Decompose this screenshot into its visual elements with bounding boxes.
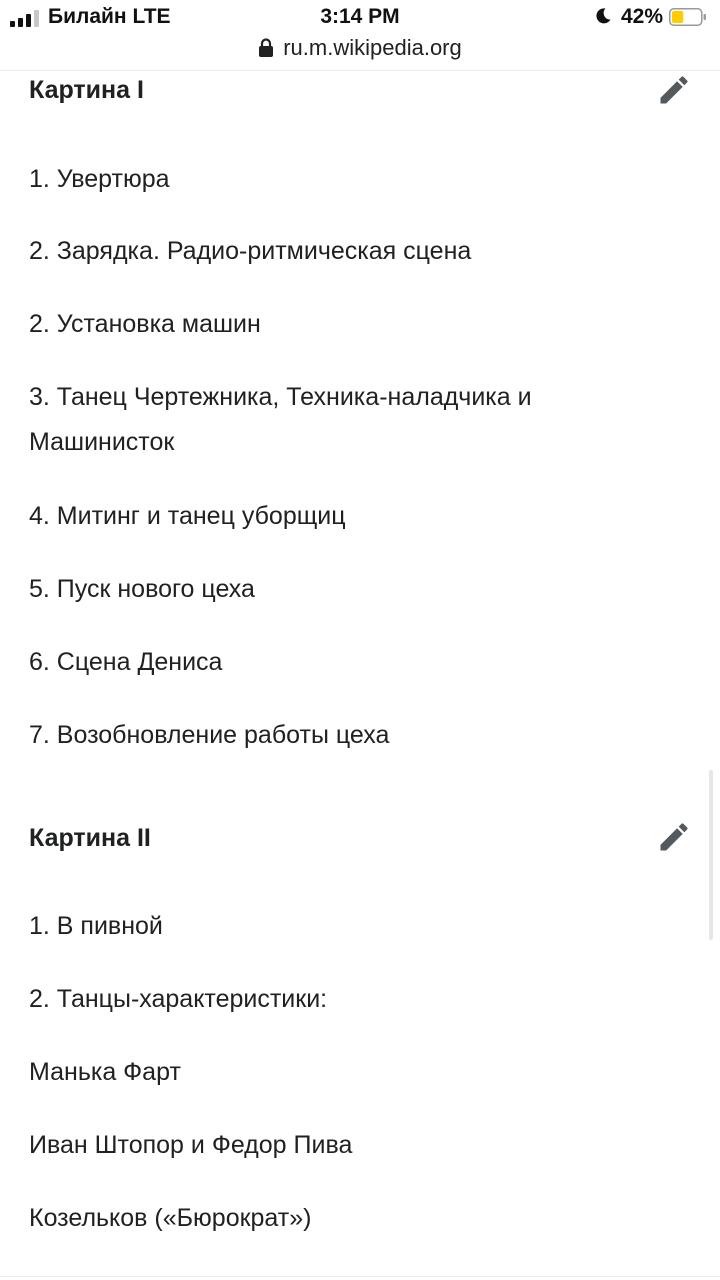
list-item: 7. Возобновление работы цеха bbox=[29, 721, 390, 749]
list-item: 1. В пивной bbox=[29, 912, 163, 940]
list-item: 4. Митинг и танец уборщиц bbox=[29, 502, 346, 530]
list-item: 2. Установка машин bbox=[29, 310, 261, 338]
list-item: Козельков («Бюрократ») bbox=[29, 1204, 312, 1232]
moon-icon bbox=[594, 7, 612, 25]
edit-section-2-button[interactable] bbox=[654, 817, 694, 857]
address-bar[interactable] bbox=[0, 34, 720, 70]
clock: 3:14 PM bbox=[320, 5, 400, 28]
list-item: 2. Танцы-характеристики: bbox=[29, 985, 328, 1013]
lock-icon bbox=[258, 38, 274, 58]
edit-section-1-button[interactable] bbox=[654, 70, 694, 110]
battery-icon bbox=[669, 8, 707, 26]
carrier-name: Билайн LTE bbox=[48, 5, 171, 28]
scroll-indicator[interactable] bbox=[709, 770, 713, 940]
battery-percent: 42% bbox=[621, 5, 664, 28]
section-heading-1: Картина I bbox=[29, 76, 144, 104]
list-item: Манька Фарт bbox=[29, 1058, 181, 1086]
list-item: 2. Зарядка. Радио-ритмическая сцена bbox=[29, 237, 472, 265]
list-item: 6. Сцена Дениса bbox=[29, 648, 223, 676]
url-text: ru.m.wikipedia.org bbox=[283, 35, 462, 60]
bottom-divider bbox=[0, 1276, 720, 1277]
status-bar bbox=[0, 0, 720, 34]
list-item: Иван Штопор и Федор Пива bbox=[29, 1131, 353, 1159]
pencil-icon bbox=[656, 819, 692, 855]
list-item: 3. Танец Чертежника, Техника-наладчика и Машинисток bbox=[29, 383, 532, 456]
list-item: 1. Увертюра bbox=[29, 165, 170, 193]
list-item: 5. Пуск нового цеха bbox=[29, 575, 255, 603]
pencil-icon bbox=[656, 72, 692, 108]
section-heading-2: Картина II bbox=[29, 824, 151, 852]
address-bar-divider bbox=[0, 70, 720, 71]
